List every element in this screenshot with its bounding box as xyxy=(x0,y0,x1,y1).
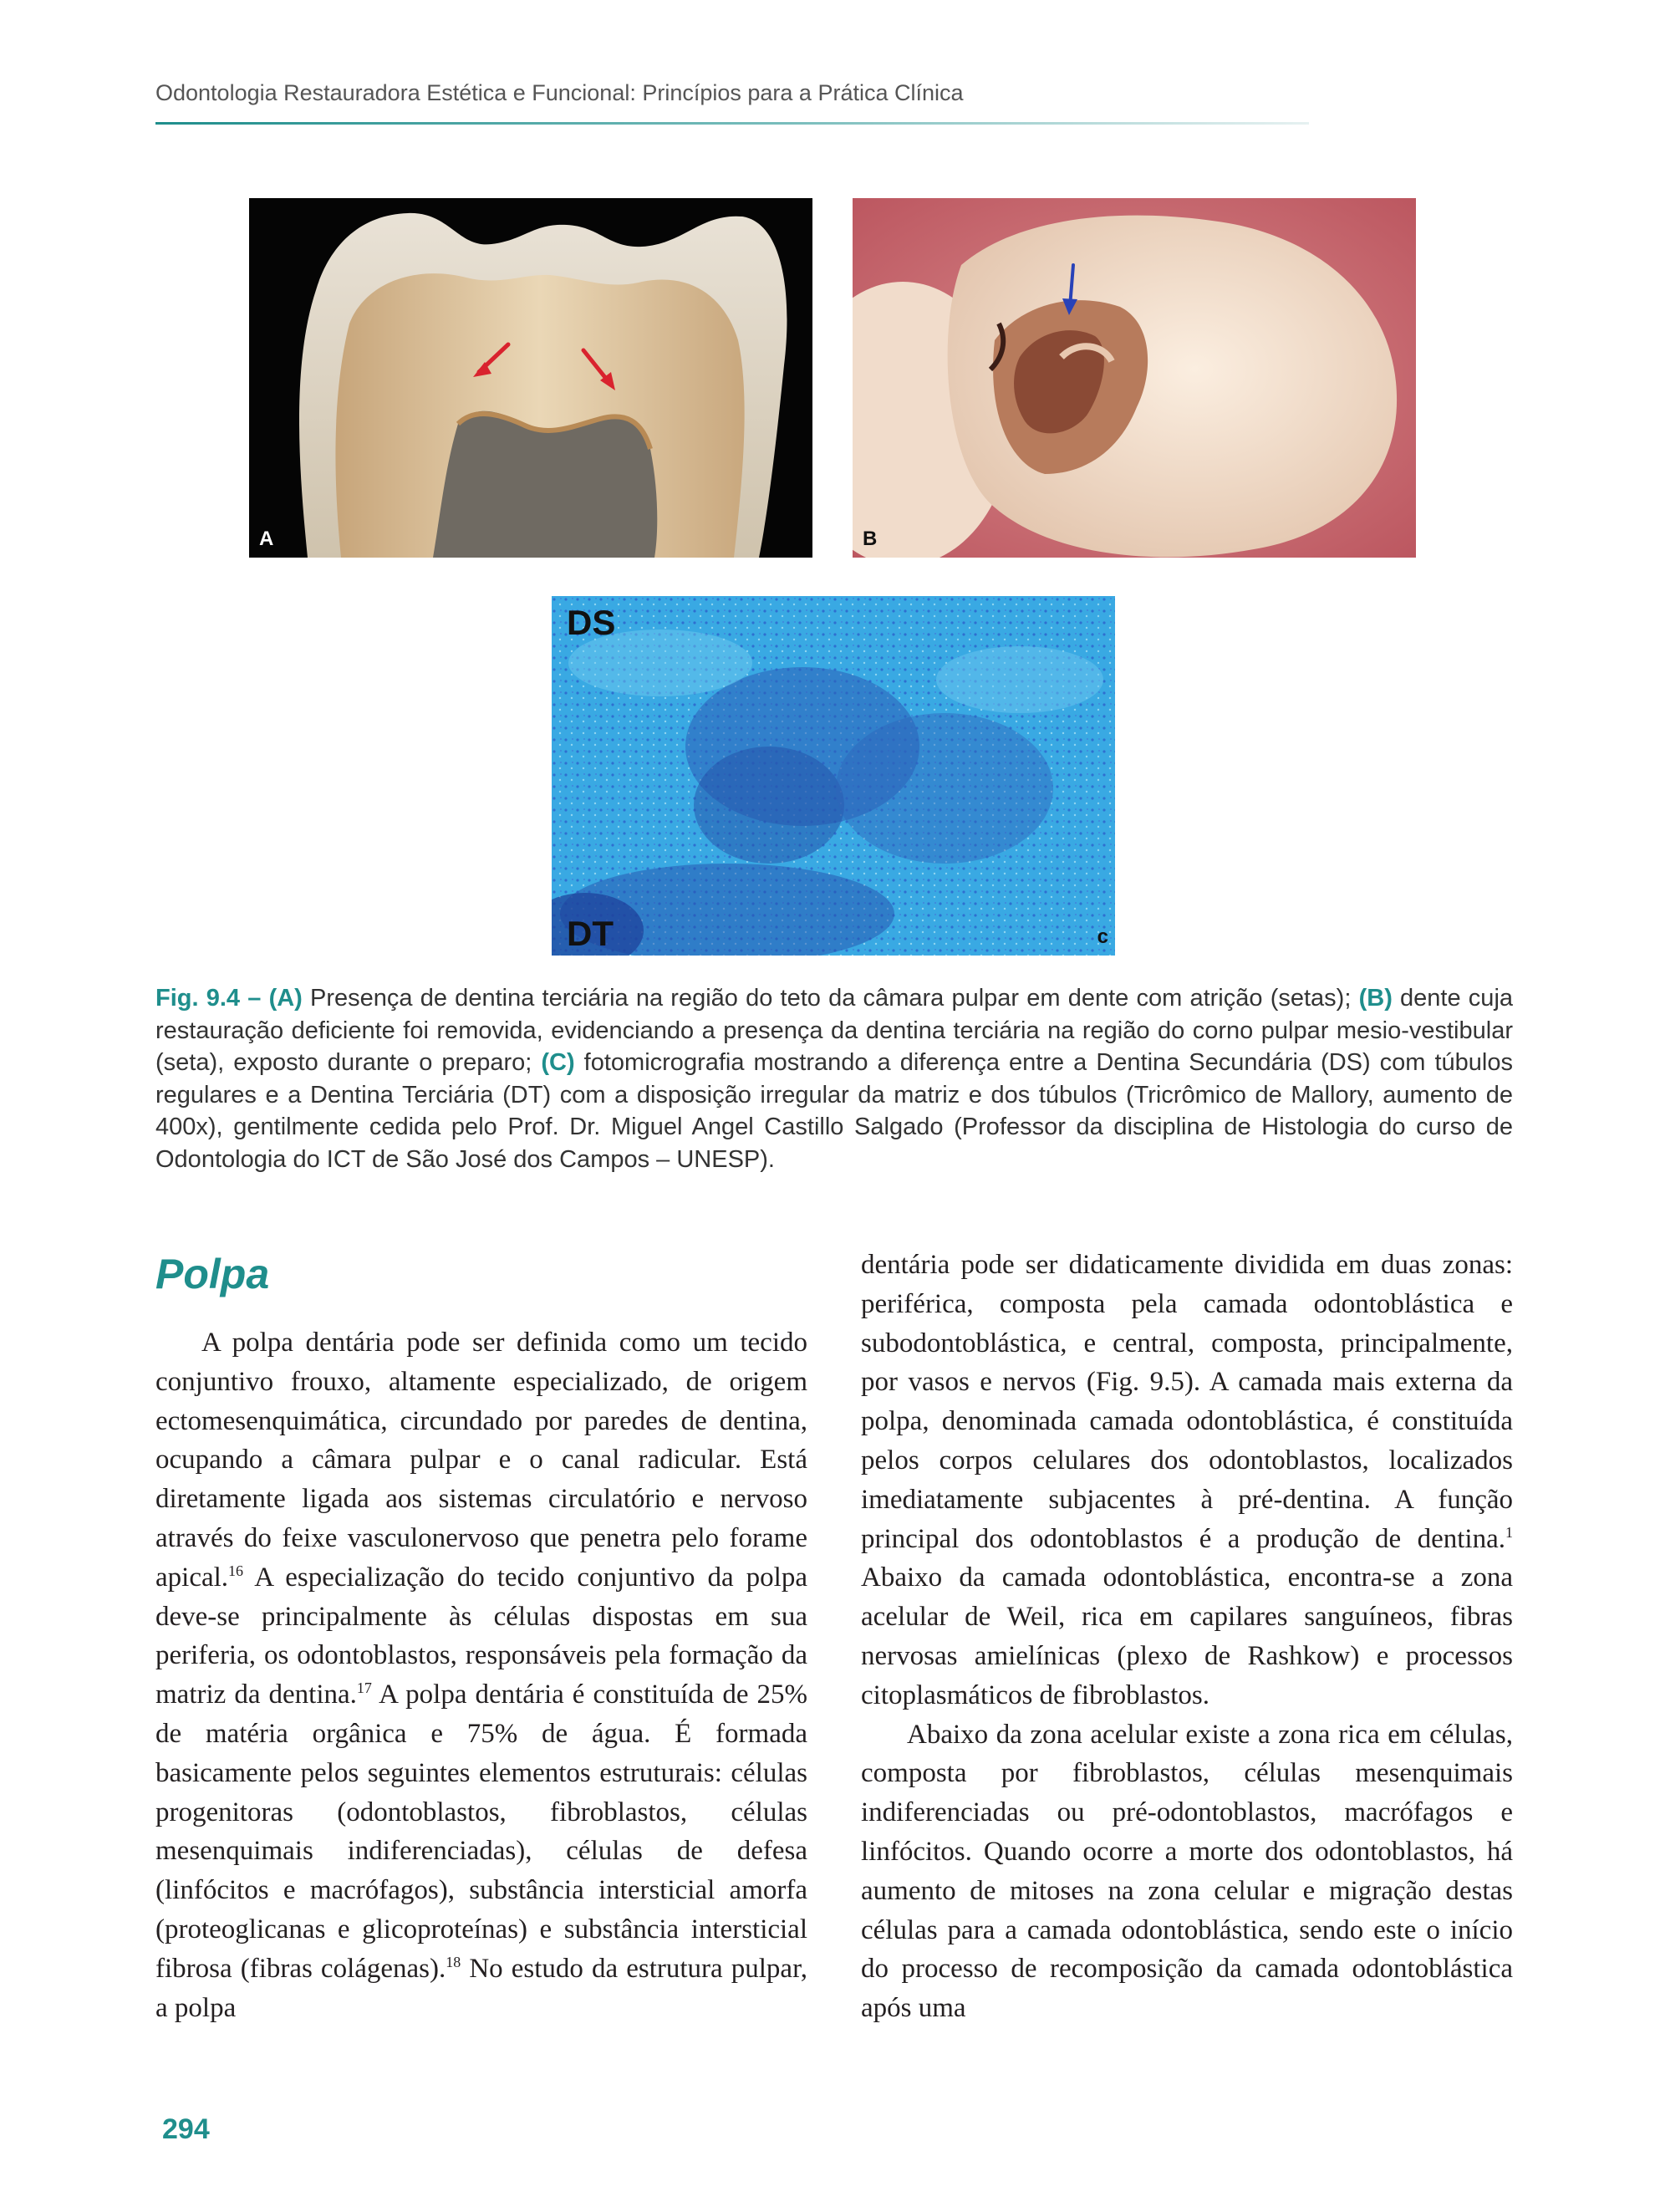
caption-c-text: fotomicrografia mostrando a diferença entre a Dentina Secundária (DS) com túbulos regulares e a Dentina Terciária (DT) com a disposição irregular da matriz e dos túbulos (Tricrômico de Mallory, aumento de 400x), gentilmente cedida pelo Prof. Dr. Miguel Angel Castillo Salgado (Professor da disciplina de Histologia do curso de Odontologia do ICT de São José dos Campos – UNESP). xyxy=(155,1049,1513,1173)
micrograph-photo xyxy=(552,596,1115,956)
tooth-section-photo xyxy=(249,198,812,558)
caption-fig-label: Fig. 9.4 – xyxy=(155,985,262,1012)
caption-b-text: dente cuja restauração deficiente foi removida, evidenciando a presença da dentina terciária na região do corno pulpar mesio-vestibular (seta), exposto durante o preparo; xyxy=(155,985,1514,1076)
ref-17: 17 xyxy=(356,1679,372,1697)
right-text-2: Abaixo da camada odontoblástica, encontra-se a zona acelular de Weil, rica em capilares sanguíneos, fibras nervosas amielínicas (plexo de Rashkow) e processos citoplasmáticos de fibroblastos. xyxy=(861,1562,1513,1710)
dt-label: DT xyxy=(567,914,614,953)
ref-18: 18 xyxy=(446,1953,461,1970)
right-paragraph-1 xyxy=(861,1246,1513,1715)
figure-a xyxy=(249,198,812,558)
left-paragraph xyxy=(155,1323,807,2027)
caption-b-tag: (B) xyxy=(1358,985,1393,1012)
ref-1: 1 xyxy=(1505,1523,1513,1541)
running-header: Odontologia Restauradora Estética e Funcional: Princípios para a Prática Clínica xyxy=(155,80,964,105)
section-title: Polpa xyxy=(155,1251,270,1297)
caption-a-tag: (A) xyxy=(268,985,303,1012)
ds-label: DS xyxy=(567,603,616,642)
left-text-2: A especialização do tecido conjuntivo da polpa deve-se principalmente às células dispostas em sua periferia, os odontoblastos, responsáveis pela formação da matriz da dentina. xyxy=(155,1562,807,1710)
ref-16: 16 xyxy=(228,1562,244,1579)
figure-a-label: A xyxy=(259,528,274,550)
caption-a-text: Presença de dentina terciária na região do teto da câmara pulpar em dente com atrição (setas); xyxy=(302,985,1359,1012)
caption-c-tag: (C) xyxy=(541,1049,575,1076)
right-paragraph-2: Abaixo da zona acelular existe a zona rica em células, composta por fibroblastos, células mesenquimais indiferenciadas ou pré-odontoblastos, macrófagos e linfócitos. Quando ocorre a morte dos odontoblastos, há aumento de mitoses na zona celular e migração destas células para a camada odontoblástica, sendo este o início do processo de recomposição da camada odontoblástica após uma xyxy=(861,1719,1513,2024)
header-rule xyxy=(155,122,1309,125)
figure-b xyxy=(853,198,1416,558)
page-number: 294 xyxy=(162,2113,210,2145)
right-text-1: dentária pode ser didaticamente dividida em duas zonas: periférica, composta pela camada odontoblástica e subodontoblástica, e central, composta, principalmente, por vasos e nervos (Fig. 9.5). A camada mais externa da polpa, denominada camada odontoblástica, é constituída pelos corpos celulares dos odontoblastos, localizados imediatamente subjacentes à pré-dentina. A função principal dos odontoblastos é a produção de dentina. xyxy=(861,1250,1513,1554)
left-column xyxy=(155,1323,807,2027)
figure-caption xyxy=(155,982,1513,1175)
figure-c xyxy=(552,596,1115,956)
left-text-1: A polpa dentária pode ser definida como um tecido conjuntivo frouxo, altamente especializado, de origem ectomesenquimática, circundado por paredes de dentina, ocupando a câmara pulpar e o canal radicular. Está diretamente ligada aos sistemas circulatório e nervoso através do feixe vasculonervoso que penetra pelo forame apical. xyxy=(155,1328,807,1593)
figure-b-label: B xyxy=(863,528,878,550)
left-text-4: No estudo da estrutura pulpar, a polpa xyxy=(155,1953,807,2023)
left-text-3: A polpa dentária é constituída de 25% de matéria orgânica e 75% de água. É formada basicamente pelos seguintes elementos estruturais: células progenitoras (odontoblastos, fibroblastos, células mesenquimais indiferenciadas), células de defesa (linfócitos e macrófagos), substância intersticial amorfa (proteoglicanas e glicoproteínas) e substância intersticial fibrosa (fibras colágenas). xyxy=(155,1679,807,1984)
clinical-tooth-photo xyxy=(853,198,1416,558)
right-column xyxy=(861,1246,1513,2028)
figure-c-label: c xyxy=(1097,925,1108,948)
